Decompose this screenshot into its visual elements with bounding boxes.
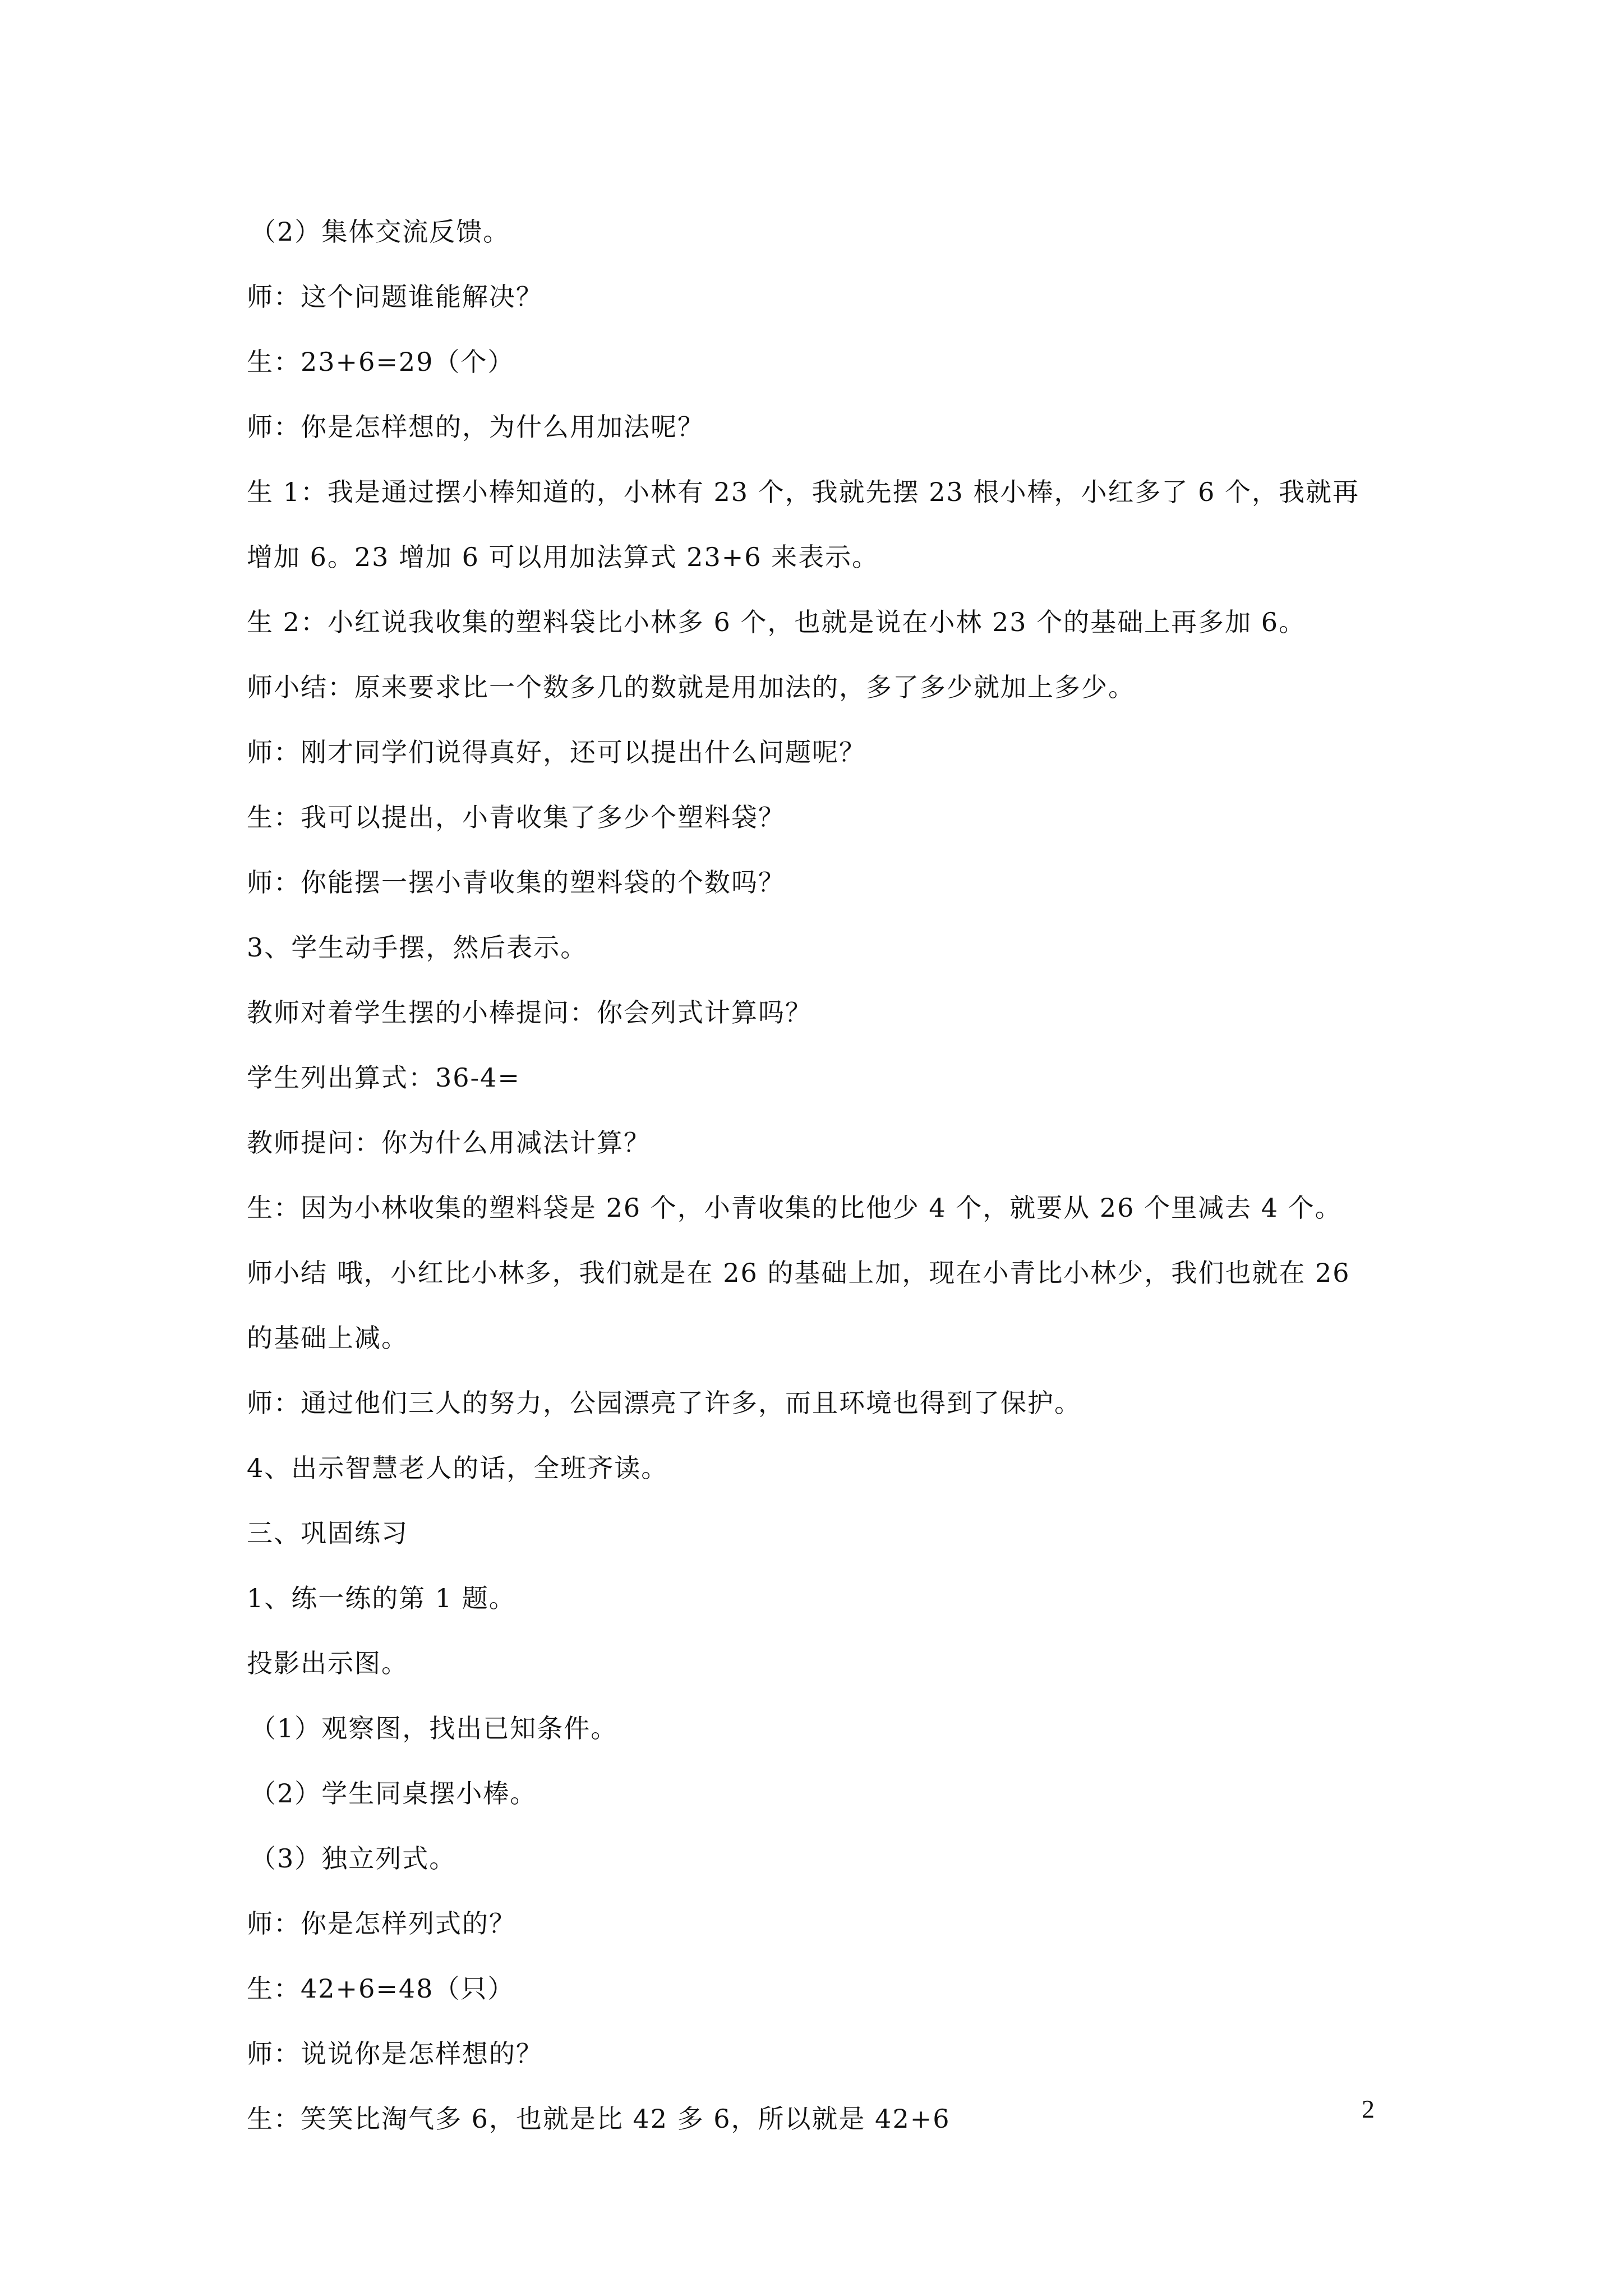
text-line: 生 1：我是通过摆小棒知道的，小林有 23 个，我就先摆 23 根小棒，小红多了 6 个，我就再 <box>247 477 1359 507</box>
text-line: 师：说说你是怎样想的？ <box>247 2039 543 2069</box>
text-line: 师：你是怎样列式的？ <box>247 1908 516 1939</box>
text-line: 学生列出算式：36-4= <box>247 1062 520 1093</box>
page-number: 2 <box>1362 2095 1375 2123</box>
text-line: 师：你能摆一摆小青收集的塑料袋的个数吗？ <box>247 867 785 898</box>
text-line: （1）观察图，找出已知条件。 <box>250 1713 618 1743</box>
text-line: 师：你是怎样想的，为什么用加法呢？ <box>247 412 704 442</box>
text-line: 生：因为小林收集的塑料袋是 26 个，小青收集的比他少 4 个，就要从 26 个里减去 4 个。 <box>247 1193 1342 1223</box>
text-line: 4、出示智慧老人的话，全班齐读。 <box>247 1453 668 1483</box>
document-body <box>247 199 1396 2151</box>
text-line: 教师提问：你为什么用减法计算？ <box>247 1128 651 1158</box>
text-line: 师小结：原来要求比一个数多几的数就是用加法的，多了多少就加上多少。 <box>247 672 1135 702</box>
text-line: 教师对着学生摆的小棒提问：你会列式计算吗？ <box>247 997 812 1028</box>
text-line: 师：通过他们三人的努力，公园漂亮了许多，而且环境也得到了保护。 <box>247 1388 1081 1418</box>
section-heading: 三、巩固练习 <box>247 1518 408 1548</box>
text-line: （3）独立列式。 <box>250 1843 457 1874</box>
text-line: 生：笑笑比淘气多 6，也就是比 42 多 6，所以就是 42+6 <box>247 2104 951 2134</box>
text-line: 1、练一练的第 1 题。 <box>247 1583 516 1613</box>
text-line: 生 2：小红说我收集的塑料袋比小林多 6 个，也就是说在小林 23 个的基础上再多加 6。 <box>247 607 1306 637</box>
text-line: 投影出示图。 <box>247 1648 408 1678</box>
text-line: 生：我可以提出，小青收集了多少个塑料袋？ <box>247 802 785 832</box>
text-line: 增加 6。23 增加 6 可以用加法算式 23+6 来表示。 <box>247 542 879 572</box>
text-line: 的基础上减。 <box>247 1323 408 1353</box>
text-line: （2）集体交流反馈。 <box>250 217 510 247</box>
text-line: 生：42+6=48（只） <box>247 1973 515 2004</box>
text-line: （2）学生同桌摆小棒。 <box>250 1778 537 1809</box>
text-line: 3、学生动手摆，然后表示。 <box>247 932 588 963</box>
text-line: 师：刚才同学们说得真好，还可以提出什么问题呢？ <box>247 737 866 767</box>
text-line: 生：23+6=29（个） <box>247 347 515 377</box>
text-line: 师：这个问题谁能解决？ <box>247 282 543 312</box>
text-line: 师小结 哦，小红比小林多，我们就是在 26 的基础上加，现在小青比小林少，我们也就在 26 <box>247 1258 1350 1288</box>
